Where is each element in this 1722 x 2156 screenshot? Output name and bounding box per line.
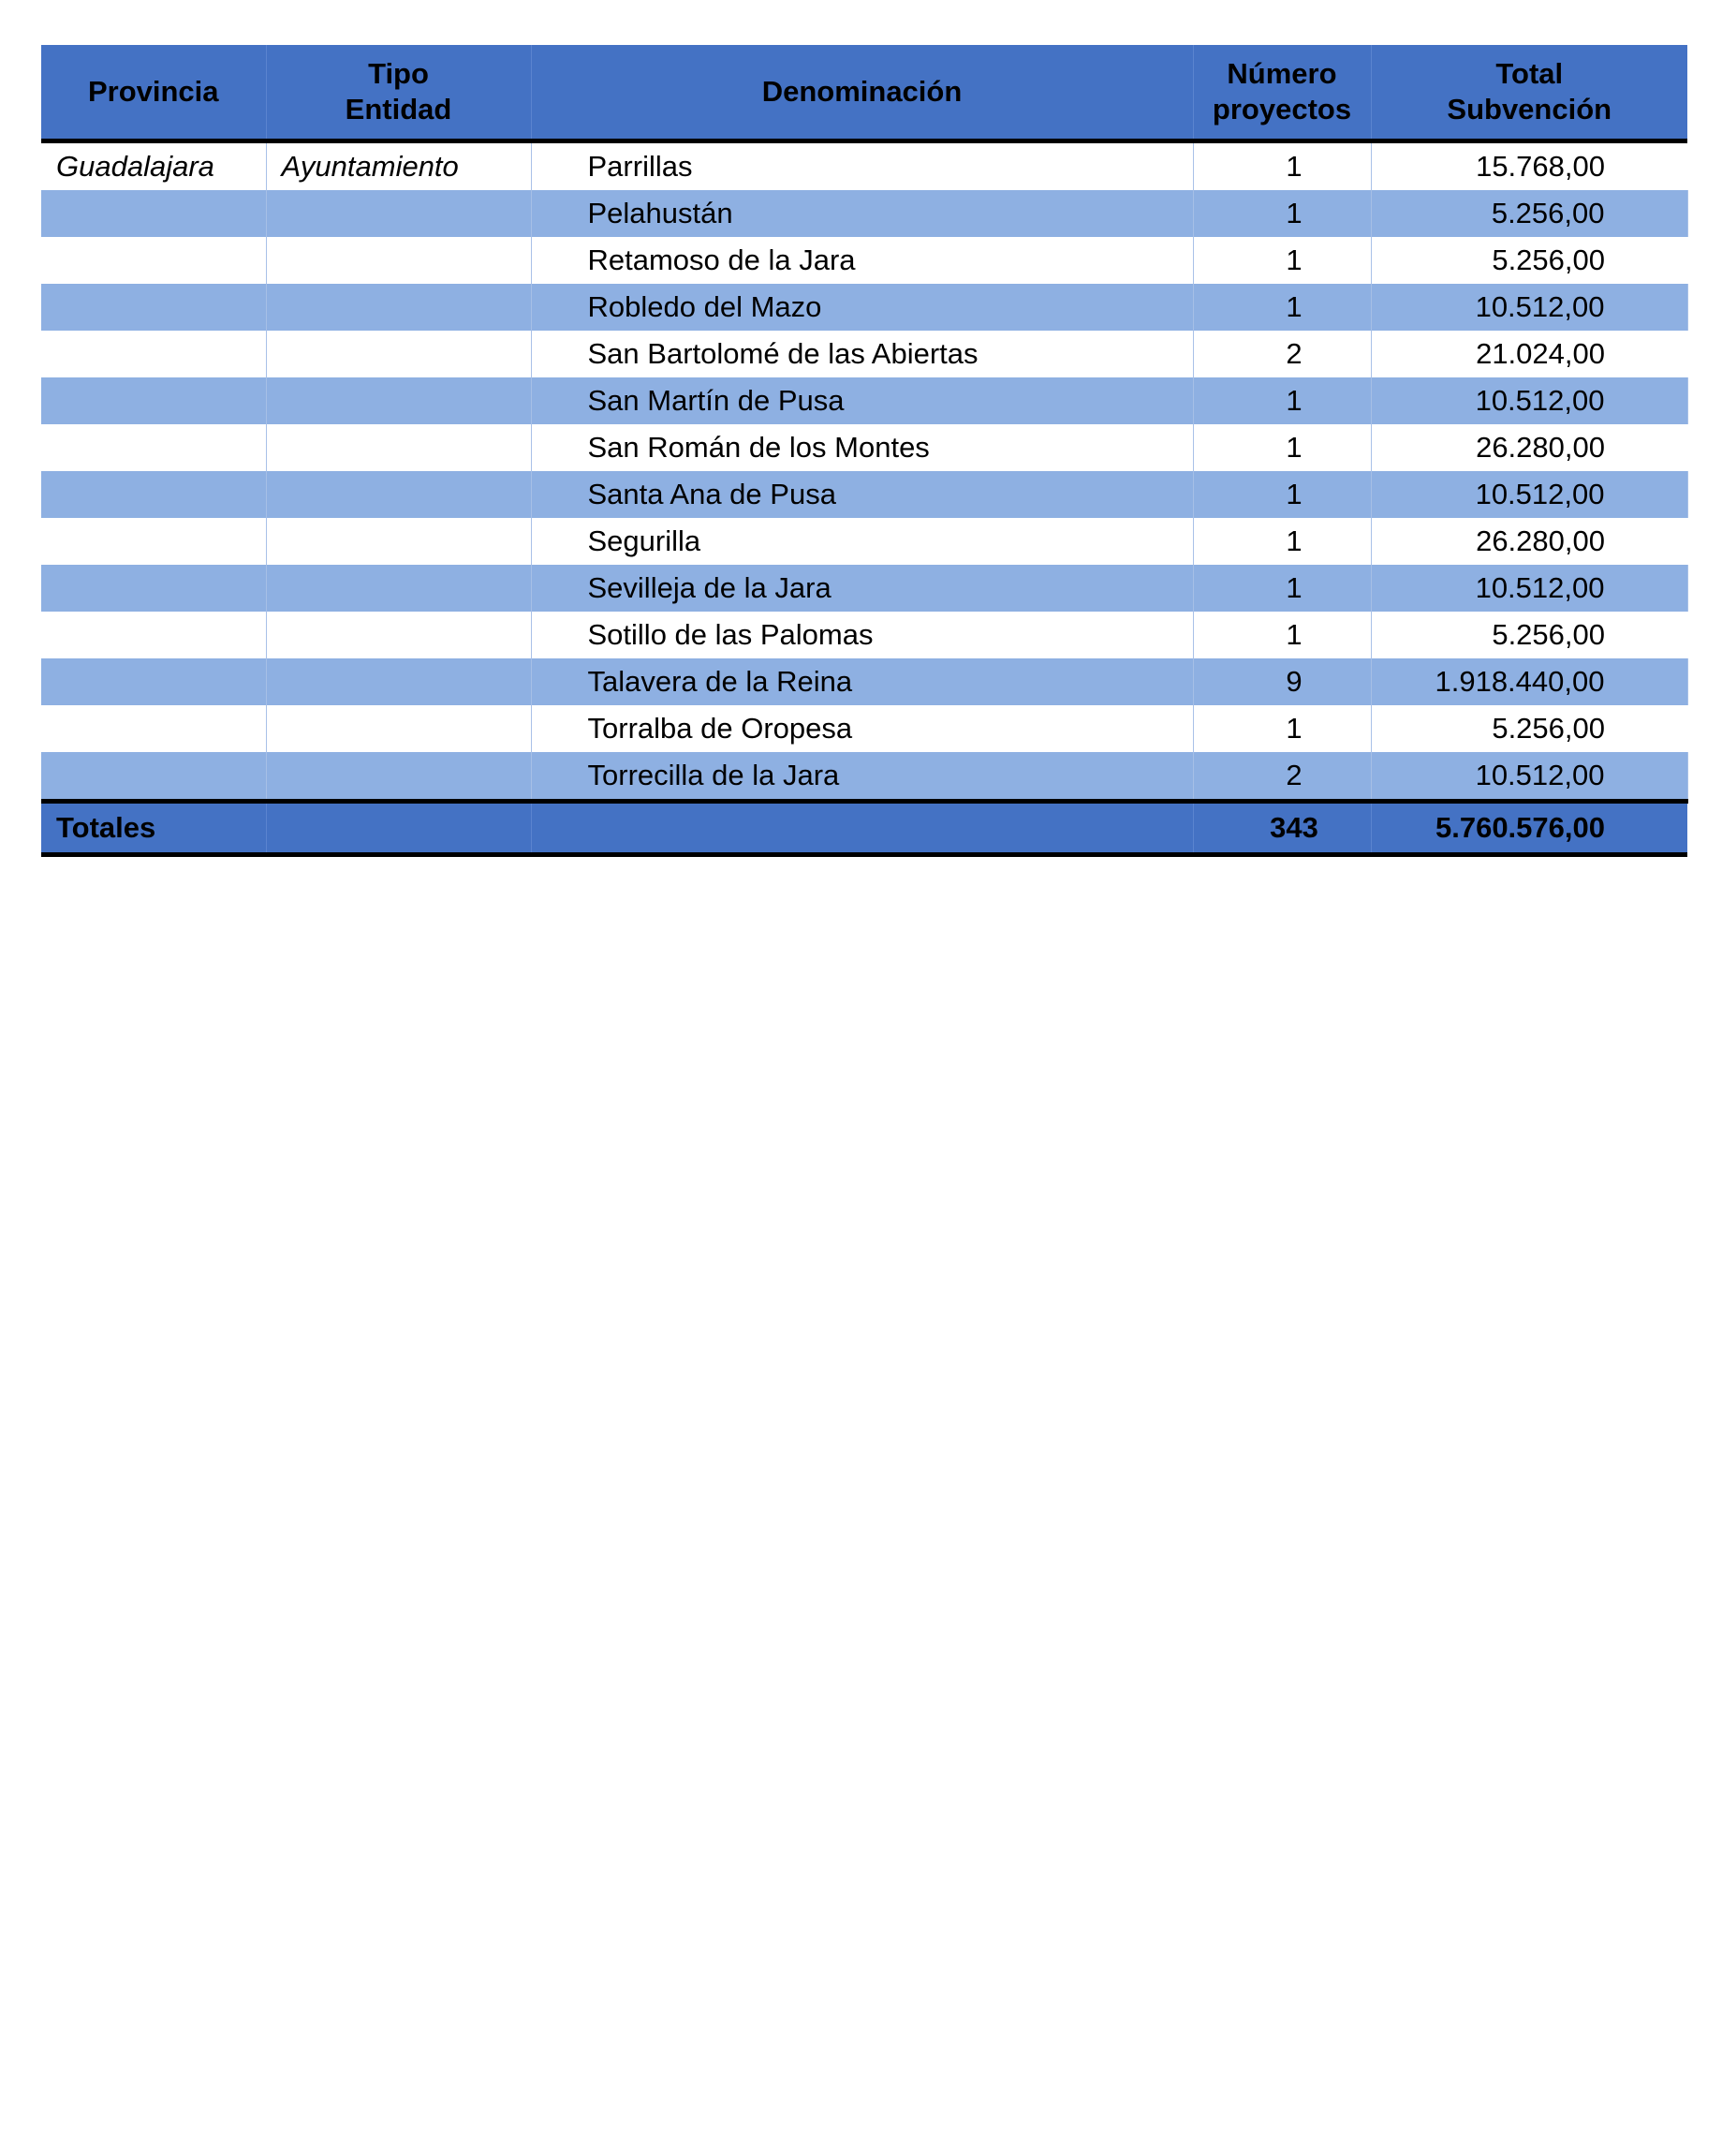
cell-denominacion: San Martín de Pusa bbox=[531, 377, 1193, 424]
cell-tipo-entidad bbox=[266, 612, 531, 658]
table-row bbox=[41, 612, 1687, 658]
cell-denominacion: Robledo del Mazo bbox=[531, 284, 1193, 331]
cell-tipo-entidad bbox=[266, 705, 531, 752]
cell-tipo-entidad bbox=[266, 190, 531, 237]
cell-provincia bbox=[41, 190, 266, 237]
cell-tipo-entidad bbox=[266, 237, 531, 284]
cell-denominacion: Retamoso de la Jara bbox=[531, 237, 1193, 284]
cell-provincia bbox=[41, 471, 266, 518]
table-row bbox=[41, 190, 1687, 237]
cell-total-subvencion: 5.256,00 bbox=[1492, 244, 1605, 276]
cell-total-subvencion: 5.256,00 bbox=[1492, 618, 1605, 651]
cell-total-subvencion: 10.512,00 bbox=[1371, 752, 1687, 802]
cell-numero-proyectos: 1 bbox=[1193, 377, 1371, 424]
cell-denominacion: Talavera de la Reina bbox=[531, 658, 1193, 705]
cell-tipo-entidad bbox=[266, 471, 531, 518]
table-row bbox=[41, 237, 1687, 284]
cell-provincia bbox=[41, 237, 266, 284]
cell-numero-proyectos: 1 bbox=[1193, 424, 1371, 471]
cell-numero-proyectos: 1 bbox=[1193, 190, 1371, 237]
cell-total-subvencion: 15.768,00 bbox=[1476, 150, 1605, 183]
cell-numero-proyectos: 1 bbox=[1193, 518, 1371, 565]
table-row bbox=[41, 424, 1687, 471]
cell-tipo-entidad bbox=[266, 752, 531, 802]
cell-denominacion: Sotillo de las Palomas bbox=[531, 612, 1193, 658]
cell-tipo-entidad bbox=[266, 658, 531, 705]
cell-provincia bbox=[41, 377, 266, 424]
cell-numero-proyectos: 1 bbox=[1193, 141, 1371, 191]
cell-total-subvencion: 10.512,00 bbox=[1371, 284, 1687, 331]
cell-total-subvencion: 5.256,00 bbox=[1492, 712, 1605, 745]
cell-denominacion: Torralba de Oropesa bbox=[531, 705, 1193, 752]
cell-provincia bbox=[41, 705, 266, 752]
cell-tipo-entidad bbox=[266, 424, 531, 471]
cell-provincia bbox=[41, 658, 266, 705]
cell-tipo-entidad bbox=[266, 565, 531, 612]
cell-provincia bbox=[41, 612, 266, 658]
totals-empty-denominacion bbox=[531, 802, 1193, 855]
table-row bbox=[41, 141, 1687, 191]
cell-provincia bbox=[41, 284, 266, 331]
cell-tipo-entidad: Ayuntamiento bbox=[266, 141, 531, 191]
cell-numero-proyectos: 1 bbox=[1193, 705, 1371, 752]
table-row bbox=[41, 565, 1687, 612]
cell-numero-proyectos: 1 bbox=[1193, 284, 1371, 331]
table-header bbox=[41, 45, 1687, 141]
cell-numero-proyectos: 9 bbox=[1193, 658, 1371, 705]
table-row bbox=[41, 377, 1687, 424]
header-denominacion: Denominación bbox=[531, 45, 1193, 141]
cell-total-subvencion: 10.512,00 bbox=[1371, 565, 1687, 612]
cell-total-subvencion: 5.256,00 bbox=[1371, 190, 1687, 237]
subvenciones-table-container bbox=[41, 45, 1687, 857]
cell-denominacion: Torrecilla de la Jara bbox=[531, 752, 1193, 802]
table-row bbox=[41, 658, 1687, 705]
cell-numero-proyectos: 1 bbox=[1193, 612, 1371, 658]
cell-denominacion: Segurilla bbox=[531, 518, 1193, 565]
cell-tipo-entidad bbox=[266, 331, 531, 377]
table-row bbox=[41, 284, 1687, 331]
table-row bbox=[41, 471, 1687, 518]
subvenciones-table bbox=[41, 45, 1688, 857]
cell-tipo-entidad bbox=[266, 518, 531, 565]
table-row bbox=[41, 331, 1687, 377]
table-row bbox=[41, 705, 1687, 752]
header-total-subvencion: Total Subvención bbox=[1371, 45, 1687, 141]
cell-provincia bbox=[41, 752, 266, 802]
cell-total-subvencion: 10.512,00 bbox=[1371, 471, 1687, 518]
table-footer bbox=[41, 802, 1687, 855]
table-row bbox=[41, 752, 1687, 802]
cell-denominacion: Sevilleja de la Jara bbox=[531, 565, 1193, 612]
cell-numero-proyectos: 1 bbox=[1193, 471, 1371, 518]
table-row bbox=[41, 518, 1687, 565]
cell-provincia bbox=[41, 331, 266, 377]
header-row bbox=[41, 45, 1687, 141]
cell-total-subvencion: 21.024,00 bbox=[1476, 337, 1605, 370]
cell-numero-proyectos: 1 bbox=[1193, 565, 1371, 612]
cell-numero-proyectos: 2 bbox=[1193, 331, 1371, 377]
cell-provincia bbox=[41, 518, 266, 565]
cell-denominacion: Parrillas bbox=[531, 141, 1193, 191]
totals-row bbox=[41, 802, 1687, 855]
totals-empty-tipo bbox=[266, 802, 531, 855]
cell-provincia bbox=[41, 424, 266, 471]
cell-denominacion: Santa Ana de Pusa bbox=[531, 471, 1193, 518]
cell-provincia bbox=[41, 565, 266, 612]
totals-label: Totales bbox=[41, 802, 266, 855]
cell-denominacion: San Bartolomé de las Abiertas bbox=[531, 331, 1193, 377]
table-body bbox=[41, 141, 1687, 802]
totals-total-subvencion: 5.760.576,00 bbox=[1371, 802, 1687, 855]
header-tipo-entidad: Tipo Entidad bbox=[266, 45, 531, 141]
totals-numero-proyectos: 343 bbox=[1193, 802, 1371, 855]
header-provincia: Provincia bbox=[41, 45, 266, 141]
cell-total-subvencion: 26.280,00 bbox=[1476, 431, 1605, 464]
header-numero-proyectos: Número proyectos bbox=[1193, 45, 1371, 141]
cell-total-subvencion: 10.512,00 bbox=[1371, 377, 1687, 424]
cell-numero-proyectos: 2 bbox=[1193, 752, 1371, 802]
cell-denominacion: San Román de los Montes bbox=[531, 424, 1193, 471]
cell-provincia: Guadalajara bbox=[41, 141, 266, 191]
cell-numero-proyectos: 1 bbox=[1193, 237, 1371, 284]
cell-total-subvencion: 1.918.440,00 bbox=[1371, 658, 1687, 705]
cell-tipo-entidad bbox=[266, 377, 531, 424]
cell-denominacion: Pelahustán bbox=[531, 190, 1193, 237]
cell-total-subvencion: 26.280,00 bbox=[1476, 524, 1605, 557]
cell-tipo-entidad bbox=[266, 284, 531, 331]
